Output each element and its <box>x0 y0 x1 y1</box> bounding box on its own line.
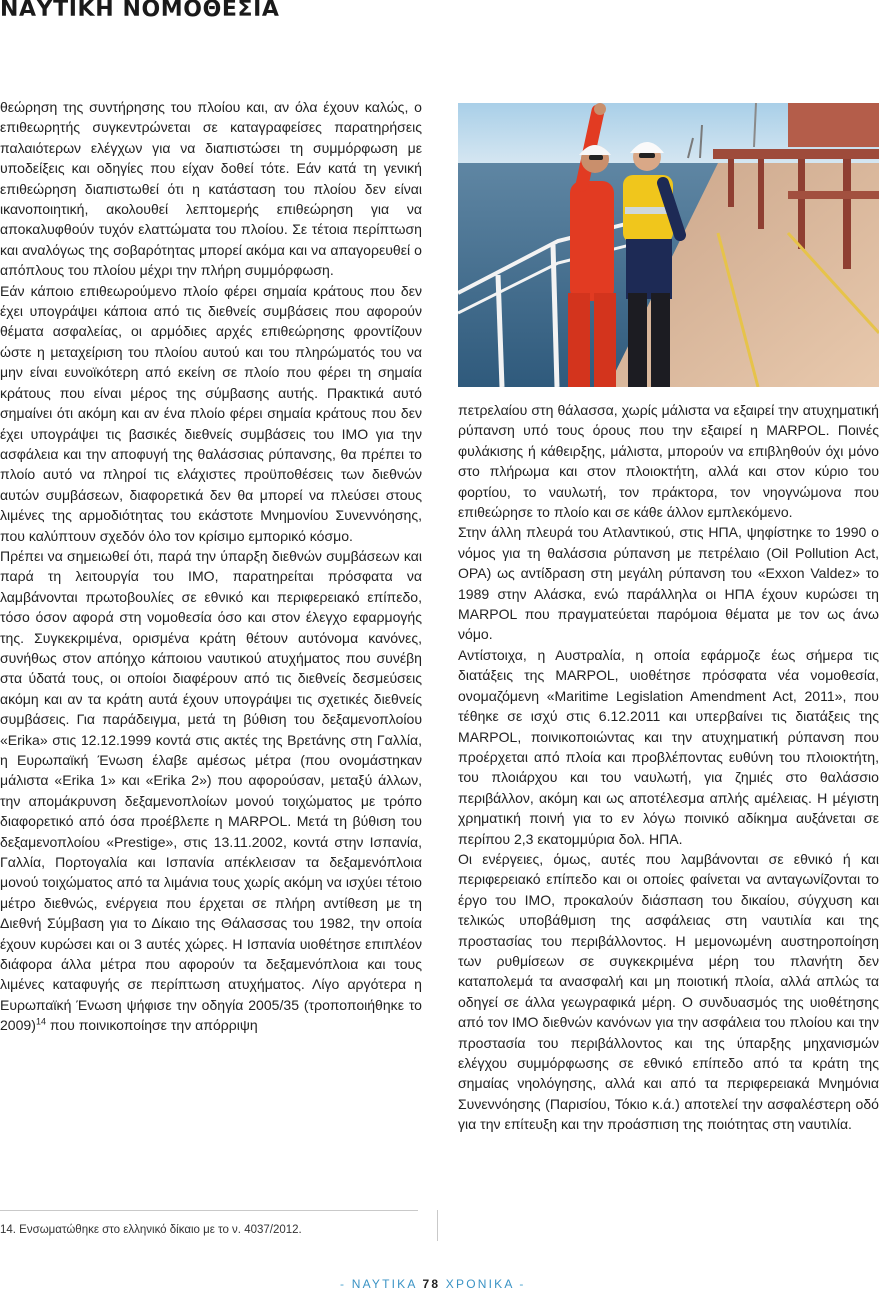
article-paragraph-tail: που ποινικοποίησε την απόρριψη <box>45 1017 258 1034</box>
article-right-column <box>458 400 879 1135</box>
footer-dash-right: - <box>513 1277 526 1291</box>
page-footer <box>340 1276 526 1292</box>
footnote-reference[interactable]: 14 <box>35 1016 46 1027</box>
section-title: ΝΑΥΤΙΚΗ ΝΟΜΟΘΕΣΙΑ <box>0 0 280 22</box>
footer-brand-right: ΧΡΟΝΙΚΑ <box>445 1277 514 1291</box>
article-paragraph: θεώρηση της συντήρησης του πλοίου και, αν όλα έχουν καλώς, ο επιθεωρητής συγκεντρώνεται σε καταγραφείσες παρατηρήσεις παλαιότερων ελέγχων για να διαπιστώσει τη συμμόρφωση με υποδείξεις και οδηγίες που είχαν δοθεί τότε. Εάν κατά τη γενική επιθεώρηση διαπιστωθεί ότι η κατάσταση του πλοίου δεν είναι ικανοποιητική, ακολουθεί λεπτομερής επιθεώρηση για να αποκαλυφθούν τυχόν ελαττώματα του πλοίου. Σε τέτοια περίπτωση και αναλόγως της σοβαρότητας μπορεί ακόμα και να απαγορευθεί ο απόπλους του πλοίου μέχρι την πλήρη συμμόρφωση. <box>0 99 422 279</box>
footer-dash-left: - <box>340 1277 352 1291</box>
article-paragraph: Οι ενέργειες, όμως, αυτές που λαμβάνονται σε εθνικό ή και περιφερειακό επίπεδο και οι οποίες φαίνεται να ανταγωνίζονται το έργο του ΙΜΟ, προκαλούν διάσπαση του δικαίου, σύγχυση και τελικώς υποβάθμιση της ασφάλειας στη ναυτιλία και της προστασίας του περιβάλλοντος. Η μεμονωμένη αυστηροποίηση των ρυθμίσεων σε συγκεκριμένα μέρη του πλανήτη δεν καταπολεμά τα ανασφαλή και μη ποιοτική πλοία, αλλά απλώς τα οδηγεί σε άλλα γεωγραφικά μέρη. Ο συνδυασμός της υιοθέτησης από τον ΙΜΟ διεθνών κανόνων για την ασφάλεια του πλοίου και την προστασία του περιβάλλοντος και της ύπαρξης μηχανισμών ελέγχου συμμόρφωσης σε εθνικό επίπεδο από τα κράτη της σημαίας νηολόγησης, αλλά και από τα περιφερειακά Μνημόνια Συνεννόησης (Παρισίου, Τόκιο κ.ά.) αποτελεί την ασφαλέστερη οδό για την επίτευξη και την προάσπιση της ποιότητας στη ναυτιλία. <box>458 850 879 1133</box>
footnote-divider <box>0 1210 418 1211</box>
article-paragraph: Εάν κάποιο επιθεωρούμενο πλοίο φέρει σημαία κράτους που δεν έχει υπογράψει κάποια από τις διεθνείς συμβάσεις που αφορούν θέματα ασφαλείας, οι αρμόδιες αρχές επιθεώρησης φροντίζουν ώστε η μεταχείριση του πλοίου αυτού και του πληρώματός του να μην είναι ευνοϊκότερη από εκείνη σε πλοίο που φέρει τη σημαία κράτους που είναι μέρος της σύμβασης αυτής. Πρακτικά αυτό σημαίνει ότι ακόμη και αν ένα πλοίο φέρει σημαία κράτους που δεν έχει υπογράψει τις βασικές διεθνείς συμβάσεις του ΙΜΟ για την ασφάλεια και την αποφυγή της θαλάσσιας ρύπανσης, θα πρέπει το πλοίο αυτό να πληροί τις ελάχιστες προϋποθέσεις των διεθνών αυτών συμβάσεων, διαφορετικά δεν θα μπορεί να πλεύσει στους λιμένες της αρμοδιότητας του εκάστοτε Μνημονίου Συνεννόησης, που καλύπτουν σχεδόν όλο τον κρίσιμο εμπορικό κόσμο. <box>0 282 422 544</box>
column-divider <box>437 1210 438 1241</box>
footnote-text: 14. Ενσωματώθηκε στο ελληνικό δίκαιο με το ν. 4037/2012. <box>0 1224 302 1236</box>
article-paragraph: Στην άλλη πλευρά του Ατλαντικού, στις ΗΠΑ, ψηφίστηκε το 1990 ο νόμος για τη θαλάσσια ρύπανση με πετρέλαιο (Oil Pollution Act, OPA) ως αντίδραση στη μεγάλη ρύπανση του «Exxon Valdez» το 1989 στην Αλάσκα, ενώ παράλληλα οι ΗΠΑ έχουν κυρώσει τη MARPOL που πραγματεύεται παρόμοια θέματα με τον ως άνω νόμο. <box>458 524 879 643</box>
article-paragraph-text: Πρέπει να σημειωθεί ότι, παρά την ύπαρξη διεθνών συμβάσεων και παρά τη λειτουργία του ΙΜΟ, παρατηρείται πρόσφατα να λαμβάνονται πρωτοβουλίες σε εθνικό και περιφερειακό επίπεδο, τόσο όσον αφορά στη νομοθεσία όσο και στον έλεγχο εφαρμογής της. Συγκεκριμένα, ορισμένα κράτη θέτουν αυτόνομα κανόνες, συνήθως στον απόηχο κάποιου ναυτικού ατυχήματος που συνέβη στα ύδατά τους, οι οποίοι διαφέρουν από τις διεθνείς δεσμεύσεις ακόμη και αν τα κράτη αυτά έχουν υπογράψει τις σχετικές διεθνείς συμβάσεις. Για παράδειγμα, μετά τη βύθιση του δεξαμενοπλοίου «Erika» στις 12.12.1999 κοντά στις ακτές της Βρετάνης στη Γαλλία, η Ευρωπαϊκή Ένωση έλαβε αμέσως μέτρα (που ονομάστηκαν μάλιστα «Erika 1» και «Erika 2») που αφορούσαν, μεταξύ άλλων, την απομάκρυνση δεξαμενοπλοίων μονού τοιχώματος με τρόπο διαφορετικό από όσα προέβλεπε η MARPOL. Μετά τη βύθιση του δεξαμενοπλοίου «Prestige», στις 13.11.2002, κοντά στην Ισπανία, Γαλλία, Πορτογαλία και Ισπανία απέκλεισαν τα δεξαμενόπλοια μονού τοιχώματος από τα λιμάνια τους χωρίς ακόμη να ισχύει τέτοιο μέτρο διεθνώς, ενέργεια που έρχεται σε πλήρη αντίθεση με τη Διεθνή Σύμβαση για το Δίκαιο της Θάλασσας του 1982, την οποία έχουν κυρώσει και οι 3 αυτές χώρες. Η Ισπανία υιοθέτησε επιπλέον διάφορα άλλα μέτρα που αφορούν τα δεξαμενόπλοια και τους λιμένες καταφυγής σε περίπτωση ατυχήματος. Λίγο αργότερα η Ευρωπαϊκή Ένωση ψήφισε την οδηγία 2005/35 (τροποποιήθηκε το 2009) <box>0 547 422 1034</box>
footer-brand-left: ΝΑΥΤΙΚΑ <box>351 1277 417 1291</box>
ship-deck-illustration <box>458 103 879 387</box>
article-left-column <box>0 97 422 1036</box>
page-number: 78 <box>422 1277 441 1291</box>
article-paragraph-with-footnote <box>0 546 422 1036</box>
article-paragraph: πετρελαίου στη θάλασσα, χωρίς μάλιστα να εξαιρεί την ατυχηματική ρύπανση υπό τους όρους που την εξαιρεί η MARPOL. Ποινές φυλάκισης ή κάθειρξης, μάλιστα, μπορούν να επιβληθούν όχι μόνο στο πλήρωμα και στον πλοιοκτήτη, αλλά και στον κύριο του φορτίου, το ναυλωτή, τον πράκτορα, τον νηογνώμονα που επιθεώρησε το πλοίο και σε κάθε άλλον εμπλεκόμενο. <box>458 402 879 521</box>
article-paragraph: Αντίστοιχα, η Αυστραλία, η οποία εφάρμοζε έως σήμερα τις διατάξεις της MARPOL, υιοθέτησε πρόσφατα νέα νομοθεσία, ονομαζόμενη «Maritime Legislation Amendment Act, 2011», που τέθηκε σε ισχύ στις 6.12.2011 και υπερβαίνει τις διατάξεις της MARPOL, ποινικοποιώντας και την ατυχηματική ρύπανση που προέρχεται από πλοία και προβλέποντας ευθύνη του πλοιοκτήτη, του πλοιάρχου και του ναυλωτή, για ζημιές στο θαλάσσιο περιβάλλον, ακόμη και ως αποτέλεσμα απλής αμέλειας. Η μέγιστη χρηματική ποινή για το εν λόγω ποινικό αδίκημα αυξάνεται σε περίπου 2,3 εκατομμύρια δολ. ΗΠΑ. <box>458 646 879 847</box>
ship-deck-photo <box>458 103 879 387</box>
